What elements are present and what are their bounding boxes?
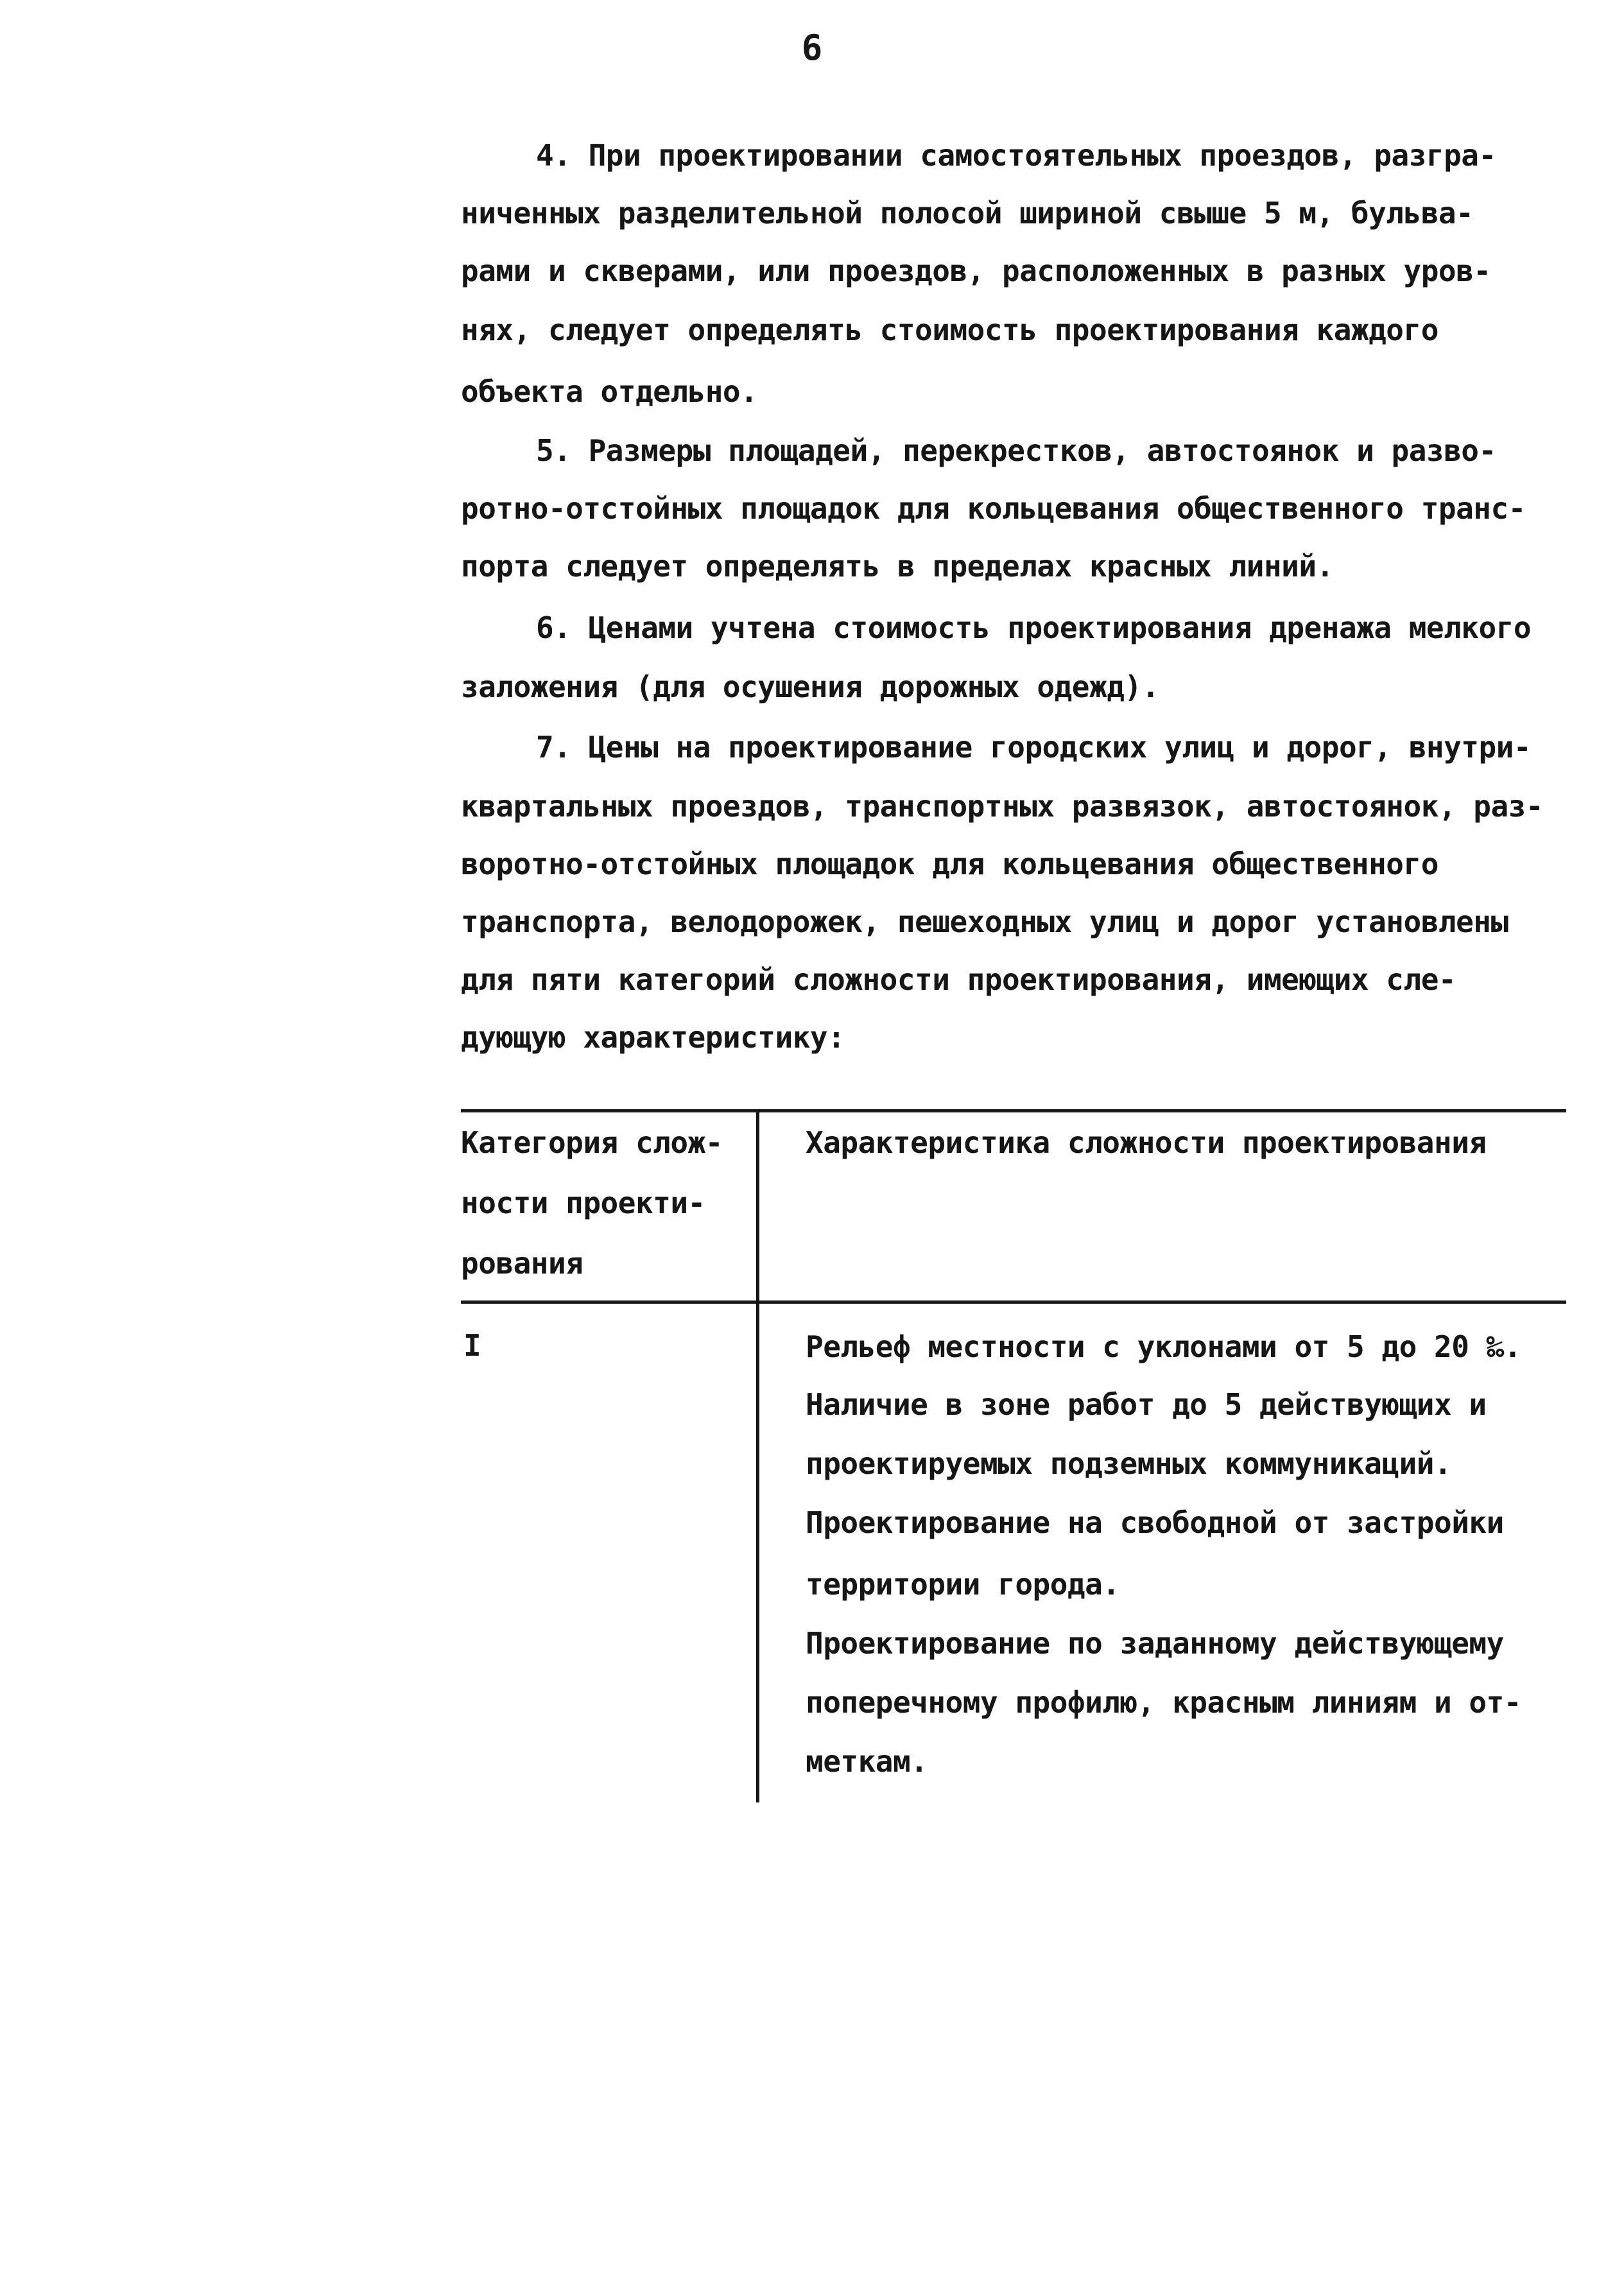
paragraph-line: объекта отдельно. <box>461 374 758 409</box>
paragraph-line: транспорта, велодорожек, пешеходных улиц и дорог установлены <box>461 904 1508 939</box>
paragraph-line: дующую характеристику: <box>461 1020 845 1055</box>
paragraph-line: воротно-отстойных площадок для кольцевания общественного <box>461 847 1438 881</box>
paragraph-line: ниченных разделительной полосой шириной свыше 5 м, бульва- <box>461 196 1474 230</box>
row-description-line: Рельеф местности с уклонами от 5 до 20 ‰. <box>806 1329 1521 1364</box>
row-description-line: поперечному профилю, красным линиям и от- <box>806 1685 1521 1720</box>
row-description-line: Проектирование по заданному действующему <box>806 1626 1504 1661</box>
row-description-line: Наличие в зоне работ до 5 действующих и <box>806 1387 1487 1422</box>
paragraph-line: квартальных проездов, транспортных развязок, автостоянок, раз- <box>461 789 1544 824</box>
paragraph-line: 5. Размеры площадей, перекрестков, автостоянок и разво- <box>536 433 1496 468</box>
row-category: I <box>463 1328 481 1363</box>
paragraph-line: заложения (для осушения дорожных одежд). <box>461 670 1159 704</box>
header-category: рования <box>461 1246 583 1281</box>
paragraph-line: нях, следует определять стоимость проектирования каждого <box>461 313 1438 347</box>
paragraph-line: порта следует определять в пределах красных линий. <box>461 549 1334 583</box>
row-description-line: меткам. <box>806 1744 928 1779</box>
header-category: Категория слож- <box>461 1125 723 1160</box>
row-description-line: территории города. <box>806 1567 1120 1602</box>
paragraph-line: 4. При проектировании самостоятельных проездов, разгра- <box>536 138 1496 173</box>
paragraph-line: для пяти категорий сложности проектирования, имеющих сле- <box>461 962 1456 997</box>
header-category: ности проекти- <box>461 1186 705 1220</box>
row-description-line: проектируемых подземных коммуникаций. <box>806 1446 1452 1481</box>
table-top-rule <box>461 1109 1566 1112</box>
header-characteristic: Характеристика сложности проектирования <box>806 1125 1487 1160</box>
page-number: 6 <box>801 28 823 68</box>
table-column-divider <box>756 1109 759 1802</box>
row-description-line: Проектирование на свободной от застройки <box>806 1505 1504 1540</box>
paragraph-line: рами и скверами, или проездов, расположенных в разных уров- <box>461 254 1491 288</box>
paragraph-line: 7. Цены на проектирование городских улиц и дорог, внутри- <box>536 730 1532 765</box>
paragraph-line: ротно-отстойных площадок для кольцевания общественного транс- <box>461 491 1526 526</box>
table-header-bottom-rule <box>461 1301 1566 1304</box>
paragraph-line: 6. Ценами учтена стоимость проектирования дренажа мелкого <box>536 610 1532 645</box>
